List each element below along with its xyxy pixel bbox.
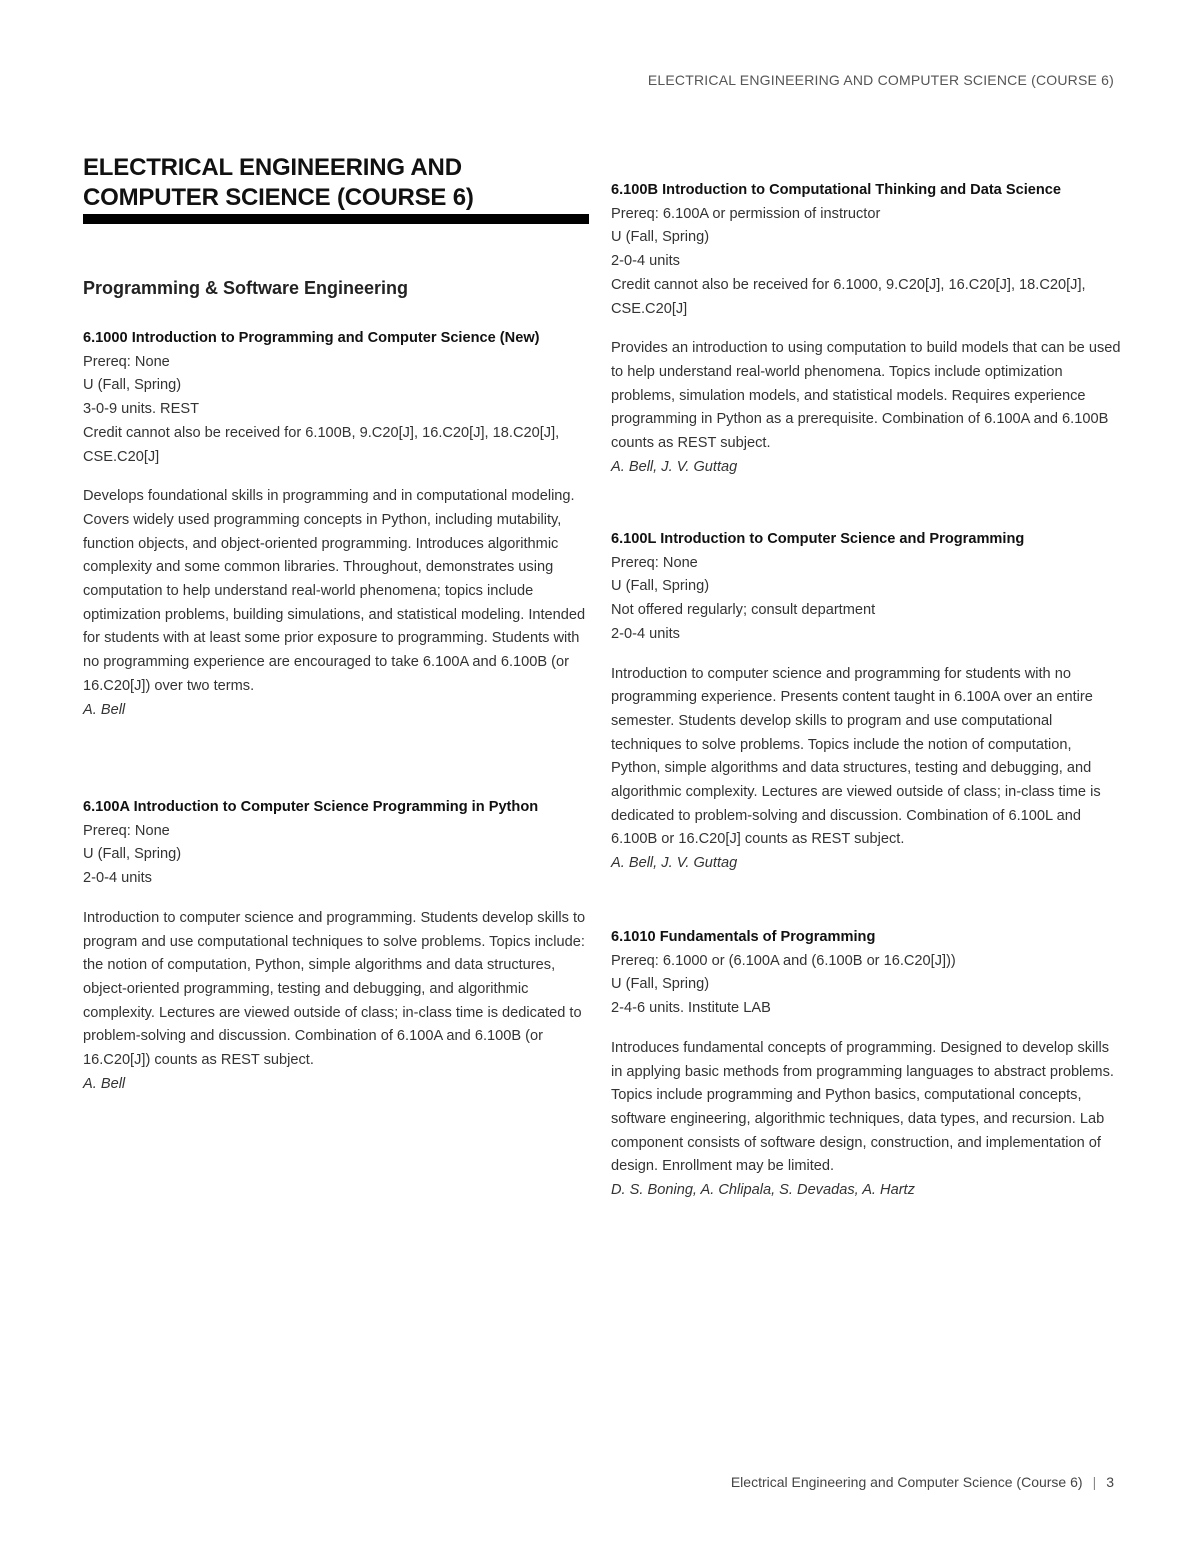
running-header: ELECTRICAL ENGINEERING AND COMPUTER SCIENCE (COURSE 6) [647,72,1114,88]
course-6-100B [611,179,1121,479]
course-instructors: A. Bell [83,701,126,718]
course-prereq: Prereq: None [611,554,698,571]
course-prereq: Prereq: 6.1000 or (6.100A and (6.100B or 16.C20[J])) [611,952,956,969]
page-footer [731,1474,1114,1490]
course-instructors: D. S. Boning, A. Chlipala, S. Devadas, A. Hartz [611,1182,915,1199]
course-units: 2-4-6 units. Institute LAB [611,1000,771,1017]
title-rule [83,214,589,224]
course-description: Develops foundational skills in programming and in computational modeling. Covers widely used programming concepts in Python, including mutability, function objects, and object-oriented programming. Introduces algorithmic complexity and some common libraries. Throughout, demonstrates using computation to help understand real-world phenomena; topics include optimization problems, building simulations, and statistical modeling. Intended for students with at least some prior exposure to programming. Students with no programming experience are encouraged to take 6.100A and 6.100B (or 16.C20[J]) over two terms. [83,488,586,694]
course-title: 6.1010 Fundamentals of Programming [611,929,876,945]
course-description: Introduces fundamental concepts of programming. Designed to develop skills in applying basic methods from programming languages to abstract problems. Topics include programming and Python basics, computational concepts, software engineering, algorithmic techniques, data types, and recursion. Lab component consists of software design, construction, and implementation of design. Enrollment may be limited. [611,1039,1114,1175]
course-6-1000 [83,327,589,722]
footer-separator: | [1092,1474,1097,1490]
course-title: 6.100B Introduction to Computational Thinking and Data Science [611,182,1062,198]
course-terms: U (Fall, Spring) [83,377,182,394]
course-prereq: Prereq: 6.100A or permission of instructor [611,205,881,222]
course-title: 6.100A Introduction to Computer Science Programming in Python [83,799,539,815]
course-units: 2-0-4 units [611,253,680,270]
course-6-100A [83,796,589,1096]
course-credit: Credit cannot also be received for 6.1000, 9.C20[J], 16.C20[J], 18.C20[J], CSE.C20[J] [611,276,1086,317]
course-units: 3-0-9 units. REST [83,401,199,418]
course-terms: U (Fall, Spring) [611,229,710,246]
course-title: 6.1000 Introduction to Programming and Computer Science (New) [83,330,540,346]
course-units: 2-0-4 units [611,625,680,642]
course-terms: U (Fall, Spring) [83,846,182,863]
course-description: Introduction to computer science and programming for students with no programming experience. Presents content taught in 6.100A over an entire semester. Students develop skills to program and use computational techniques to solve problems. Topics include the notion of computation, Python, simple algorithms and data structures, testing and debugging, and algorithmic complexity. Lectures are viewed outside of class; in-class time is dedicated to problem-solving and discussion. Combination of 6.100L and 6.100B or 16.C20[J] counts as REST subject. [611,665,1101,848]
page-title: ELECTRICAL ENGINEERING AND COMPUTER SCIENCE (COURSE 6) [83,154,474,211]
course-credit: Credit cannot also be received for 6.100B, 9.C20[J], 16.C20[J], 18.C20[J], CSE.C20[J] [83,424,560,465]
course-note: Not offered regularly; consult department [611,602,876,619]
course-instructors: A. Bell, J. V. Guttag [611,855,738,872]
course-units: 2-0-4 units [83,870,152,887]
course-title: 6.100L Introduction to Computer Science and Programming [611,531,1025,547]
course-description: Provides an introduction to using computation to build models that can be used to help understand real-world phenomena. Topics include optimization problems, simulation models, and statistical models. Requires experience programming in Python as a prerequisite. Combination of 6.100A and 6.100B counts as REST subject. [611,340,1121,452]
course-terms: U (Fall, Spring) [611,578,710,595]
course-6-1010 [611,926,1121,1203]
course-instructors: A. Bell, J. V. Guttag [611,458,738,475]
section-heading: Programming & Software Engineering [83,278,409,298]
course-prereq: Prereq: None [83,353,170,370]
course-6-100L [611,528,1121,876]
page-number: 3 [1106,1474,1114,1490]
footer-title: Electrical Engineering and Computer Science (Course 6) [730,1474,1083,1490]
course-terms: U (Fall, Spring) [611,976,710,993]
course-instructors: A. Bell [83,1075,126,1092]
course-prereq: Prereq: None [83,822,170,839]
course-description: Introduction to computer science and programming. Students develop skills to program and use computational techniques to solve problems. Topics include: the notion of computation, Python, simple algorithms and data structures, object-oriented programming, testing and debugging, and algorithmic complexity. Lectures are viewed outside of class; in-class time is dedicated to problem-solving and discussion. Combination of 6.100A and 6.100B (or 16.C20[J]) counts as REST subject. [83,909,586,1069]
